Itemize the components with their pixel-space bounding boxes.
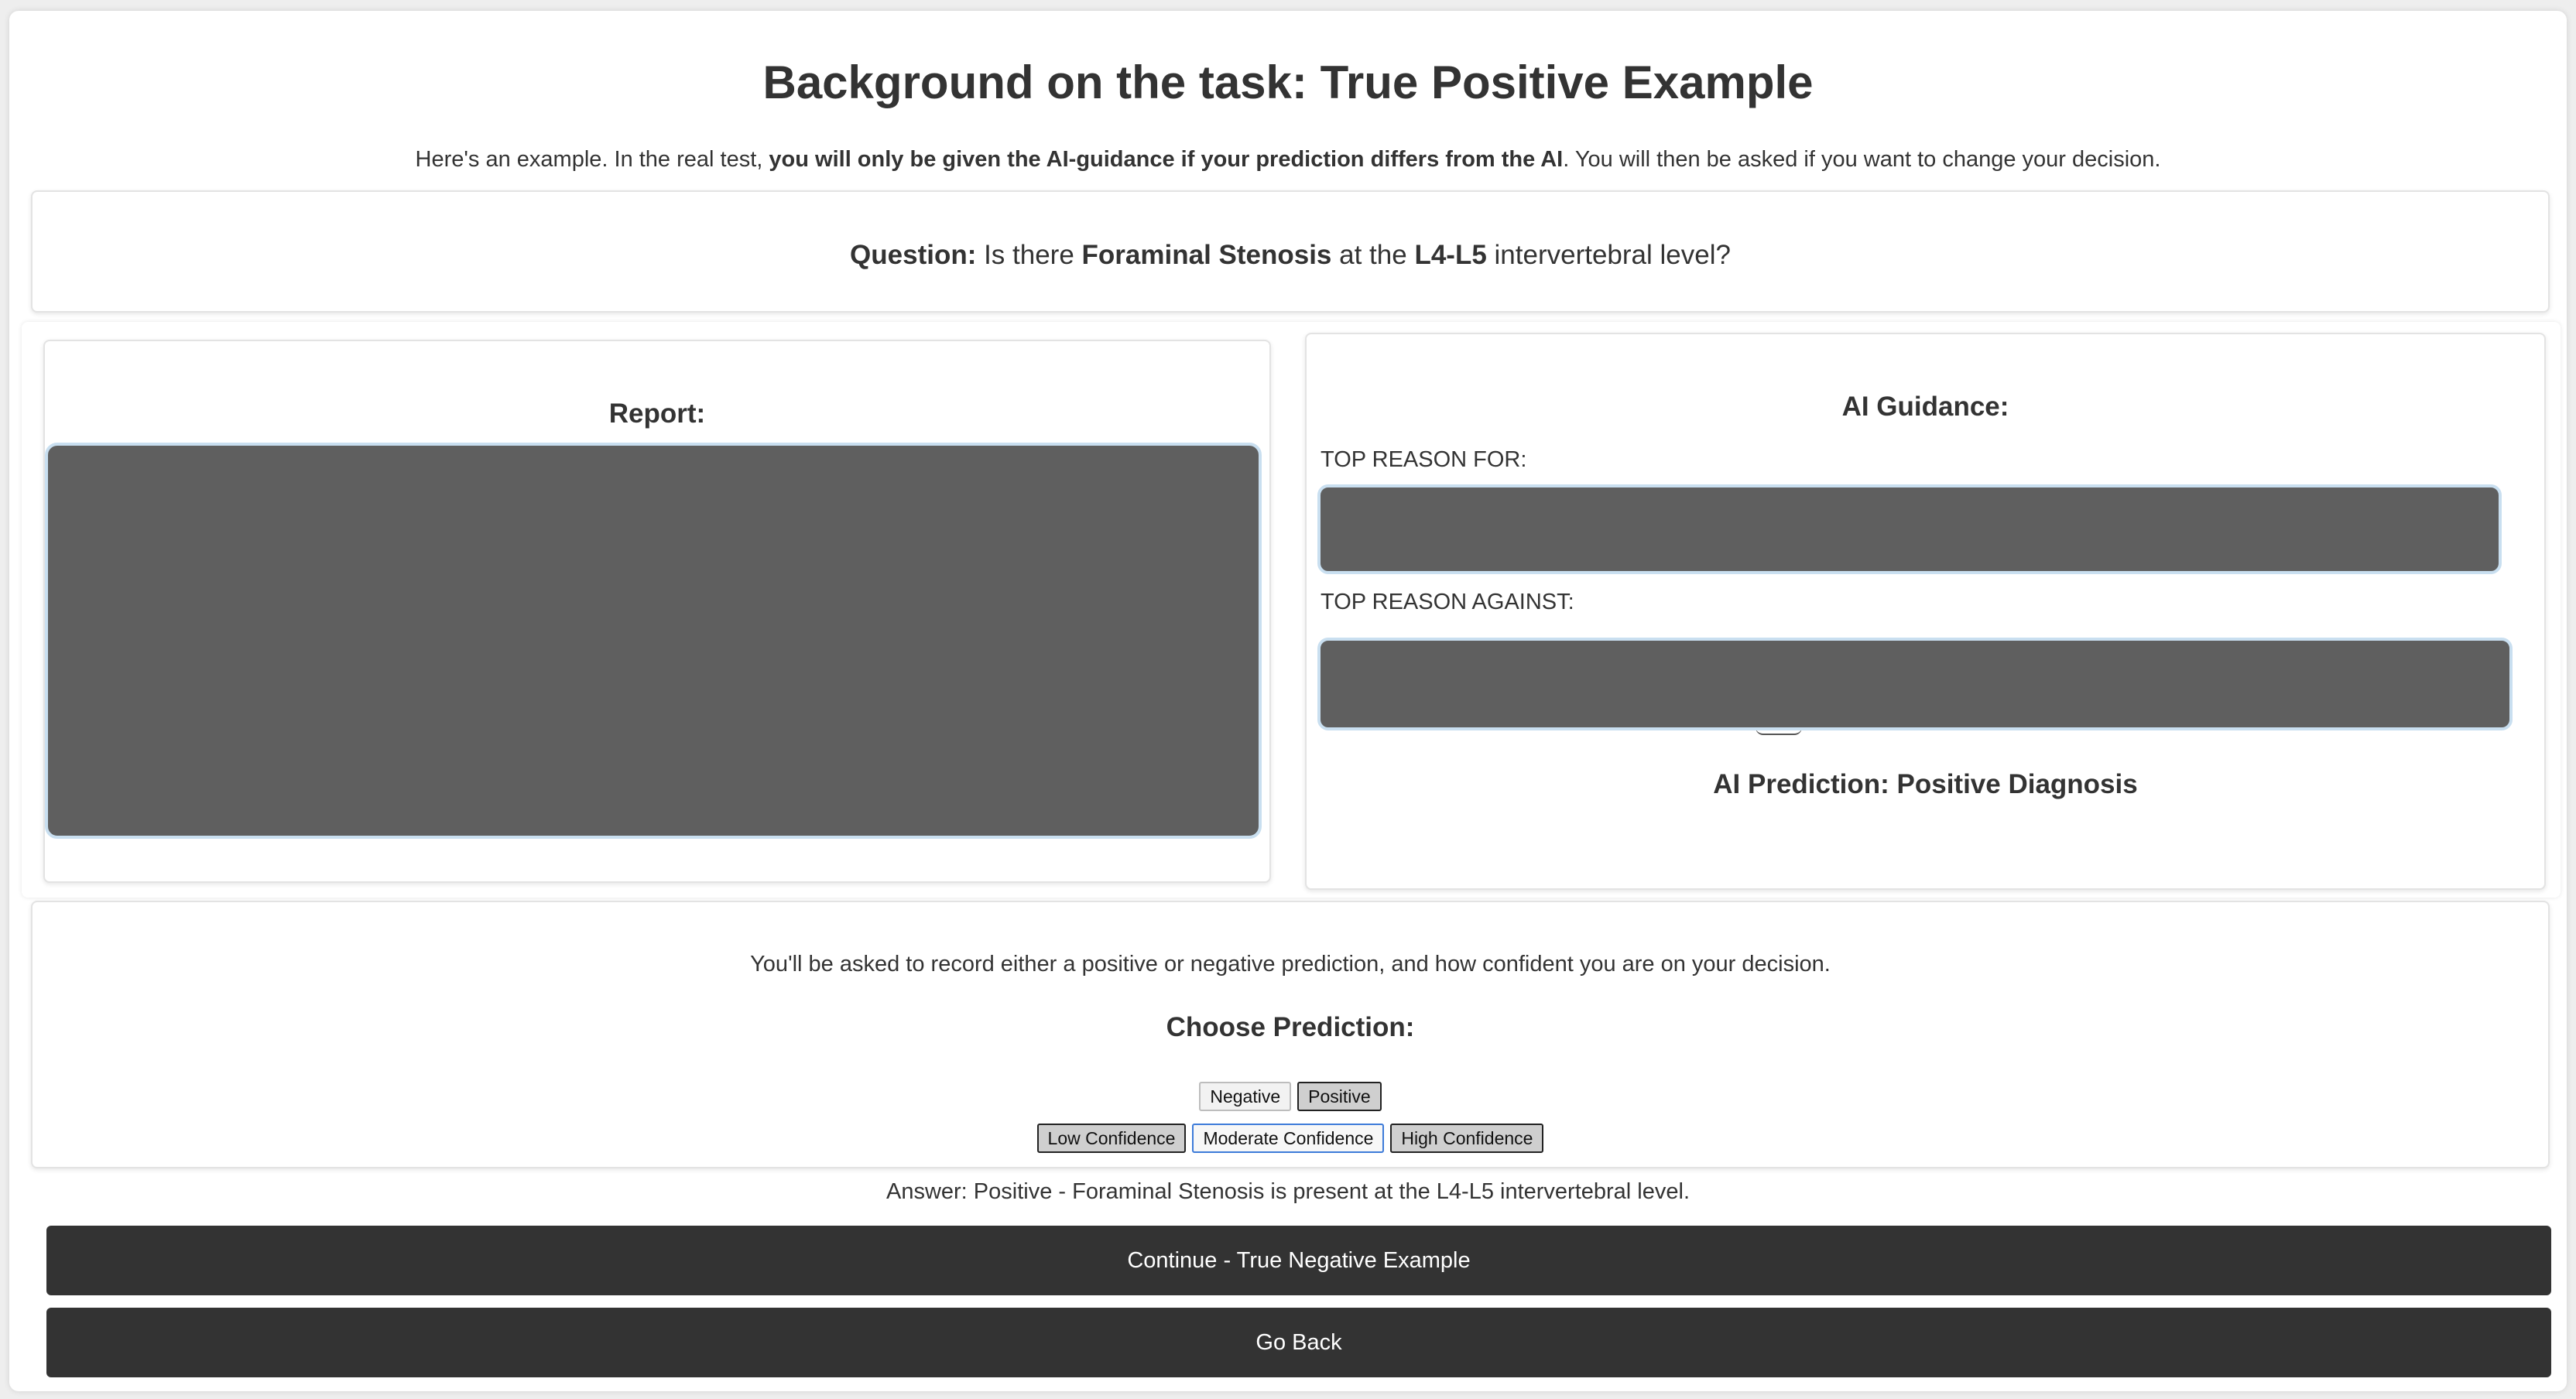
question-condition: Foraminal Stenosis <box>1081 240 1332 270</box>
continue-button[interactable]: Continue - True Negative Example <box>46 1226 2551 1295</box>
ai-prediction: AI Prediction: Positive Diagnosis <box>1713 769 2138 799</box>
page-title: Background on the task: True Positive Example <box>762 56 1814 108</box>
low-confidence-button[interactable]: Low Confidence <box>1037 1124 1187 1153</box>
reason-for-redacted <box>1317 484 2502 574</box>
report-content-redacted <box>45 443 1262 839</box>
prediction-intro: You'll be asked to record either a positive or negative prediction, and how confident you are on your decision. <box>750 952 1831 977</box>
reason-against-label: TOP REASON AGAINST: <box>1321 590 1574 614</box>
report-card <box>43 340 1271 883</box>
ai-guidance-card <box>1305 333 2546 890</box>
choose-prediction-title: Choose Prediction: <box>1166 1012 1415 1042</box>
answer-text: Answer: Positive - Foraminal Stenosis is present at the L4-L5 intervertebral level. <box>886 1179 1690 1204</box>
reason-for-label: TOP REASON FOR: <box>1321 447 1527 472</box>
question-level: L4-L5 <box>1414 240 1487 270</box>
moderate-confidence-button[interactable]: Moderate Confidence <box>1192 1124 1384 1153</box>
question-text-part: at the <box>1331 240 1415 270</box>
question-card <box>31 190 2550 313</box>
intro-text-end: . You will then be asked if you want to change your decision. <box>1563 147 2161 172</box>
report-title: Report: <box>608 398 706 429</box>
go-back-button[interactable]: Go Back <box>46 1308 2551 1377</box>
question-label: Question: <box>850 240 977 270</box>
intro-text-start: Here's an example. In the real test, <box>415 147 769 172</box>
confidence-options <box>33 1124 2548 1153</box>
intro-text <box>9 147 2567 173</box>
intro-text-emphasis: you will only be given the AI-guidance if your prediction differs from the AI <box>769 147 1564 172</box>
question-text-part: intervertebral level? <box>1486 240 1731 270</box>
high-confidence-button[interactable]: High Confidence <box>1390 1124 1543 1153</box>
page-container <box>9 11 2567 1391</box>
prediction-options <box>33 1082 2548 1111</box>
reason-against-redacted <box>1317 638 2513 730</box>
positive-button[interactable]: Positive <box>1297 1082 1382 1111</box>
question-text <box>33 240 2548 271</box>
prediction-card <box>31 901 2550 1168</box>
ai-guidance-title: AI Guidance: <box>1841 392 2009 422</box>
negative-button[interactable]: Negative <box>1199 1082 1291 1111</box>
question-text-part: Is there <box>976 240 1082 270</box>
